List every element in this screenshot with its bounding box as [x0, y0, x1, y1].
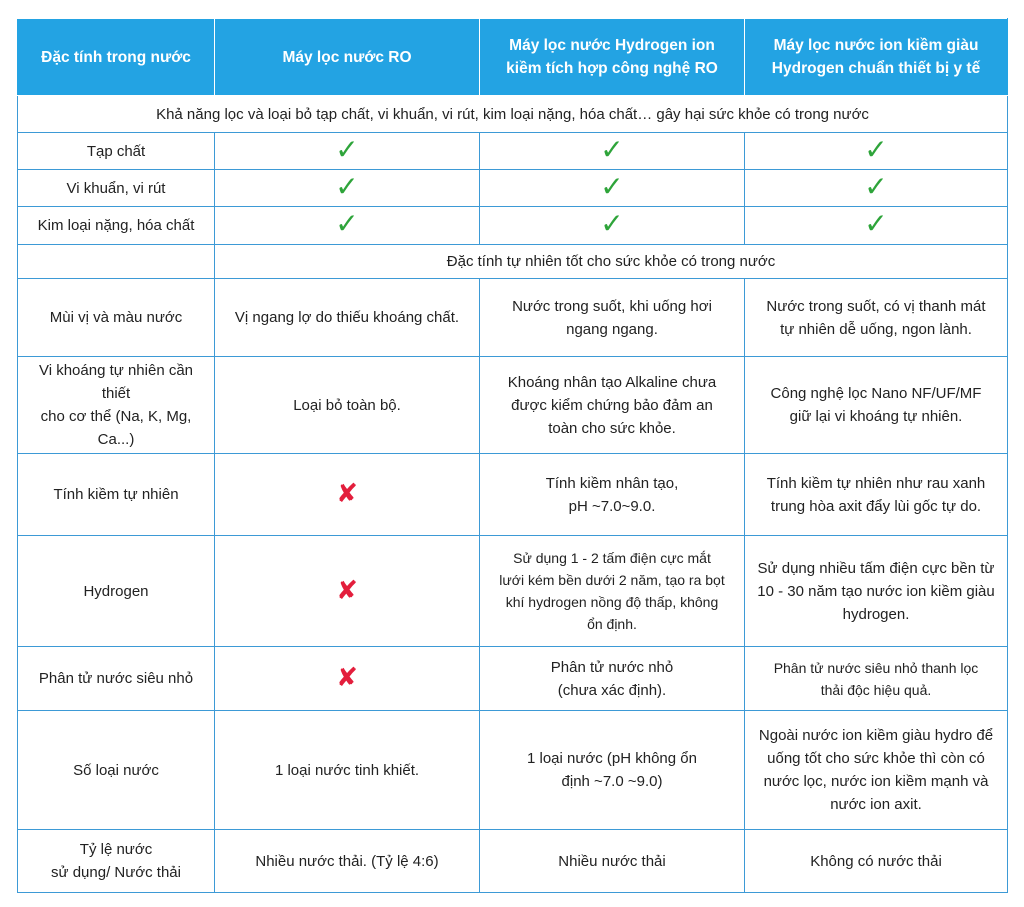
table-row: [18, 711, 1008, 830]
row-label: Tỷ lệ nước sử dụng/ Nước thải: [18, 830, 215, 893]
row-label: Vi khoáng tự nhiên cần thiết cho cơ thể (Na, K, Mg, Ca...): [18, 357, 215, 454]
comparison-table: [17, 18, 1008, 893]
section-row-filtering: [18, 96, 1008, 133]
table-row: [18, 647, 1008, 711]
cell-hydrogen-ro: Sử dụng 1 - 2 tấm điện cực mắt lưới kém bền dưới 2 năm, tạo ra bọt khí hydrogen nồng độ thấp, không ổn định.: [480, 536, 745, 647]
cell-medical: Công nghệ lọc Nano NF/UF/MF giữ lại vi khoáng tự nhiên.: [745, 357, 1008, 454]
row-label: Vi khuẩn, vi rút: [18, 170, 215, 207]
cell-medical: Ngoài nước ion kiềm giàu hydro để uống tốt cho sức khỏe thì còn có nước lọc, nước ion kiềm mạnh và nước ion axit.: [745, 711, 1008, 830]
row-label: Mùi vị và màu nước: [18, 279, 215, 357]
cell-hydrogen-ro: Nước trong suốt, khi uống hơi ngang ngang.: [480, 279, 745, 357]
table-row: [18, 454, 1008, 536]
table-row: [18, 133, 1008, 170]
table-row: [18, 357, 1008, 454]
cell-ro: 1 loại nước tinh khiết.: [215, 711, 480, 830]
cell-ro: Nhiều nước thải. (Tỷ lệ 4:6): [215, 830, 480, 893]
header-ro: Máy lọc nước RO: [215, 19, 480, 96]
table-row: [18, 207, 1008, 245]
table-row: [18, 536, 1008, 647]
table-row: [18, 170, 1008, 207]
cell-hydrogen-ro: 1 loại nước (pH không ổn định ~7.0 ~9.0): [480, 711, 745, 830]
cell-hydrogen-ro: Tính kiềm nhân tạo, pH ~7.0~9.0.: [480, 454, 745, 536]
cross-icon: ✘: [215, 536, 480, 647]
check-icon: ✓: [215, 133, 480, 170]
row-label: Kim loại nặng, hóa chất: [18, 207, 215, 245]
check-icon: ✓: [745, 133, 1008, 170]
header-medical: Máy lọc nước ion kiềm giàu Hydrogen chuẩn thiết bị y tế: [745, 19, 1008, 96]
check-icon: ✓: [215, 170, 480, 207]
header-property: Đặc tính trong nước: [18, 19, 215, 96]
section-row-natural: [18, 245, 1008, 279]
cell-ro: Vị ngang lợ do thiếu khoáng chất.: [215, 279, 480, 357]
row-label: Tạp chất: [18, 133, 215, 170]
row-label: Hydrogen: [18, 536, 215, 647]
cell-medical: Phân tử nước siêu nhỏ thanh lọc thải độc hiệu quả.: [745, 647, 1008, 711]
section-title-natural: Đặc tính tự nhiên tốt cho sức khỏe có trong nước: [215, 245, 1008, 279]
cell-hydrogen-ro: Phân tử nước nhỏ (chưa xác định).: [480, 647, 745, 711]
cell-hydrogen-ro: Khoáng nhân tạo Alkaline chưa được kiểm chứng bảo đảm an toàn cho sức khỏe.: [480, 357, 745, 454]
check-icon: ✓: [480, 133, 745, 170]
table-row: [18, 830, 1008, 893]
check-icon: ✓: [480, 207, 745, 245]
header-hydrogen-ro: Máy lọc nước Hydrogen ion kiềm tích hợp công nghệ RO: [480, 19, 745, 96]
table-row: [18, 279, 1008, 357]
check-icon: ✓: [215, 207, 480, 245]
section-title-filtering: Khả năng lọc và loại bỏ tạp chất, vi khuẩn, vi rút, kim loại nặng, hóa chất… gây hại sức khỏe có trong nước: [18, 96, 1008, 133]
cell-ro: Loại bỏ toàn bộ.: [215, 357, 480, 454]
row-label: Tính kiềm tự nhiên: [18, 454, 215, 536]
check-icon: ✓: [480, 170, 745, 207]
cell-medical: Tính kiềm tự nhiên như rau xanh trung hòa axit đẩy lùi gốc tự do.: [745, 454, 1008, 536]
cell-medical: Nước trong suốt, có vị thanh mát tự nhiên dễ uống, ngon lành.: [745, 279, 1008, 357]
row-label: Số loại nước: [18, 711, 215, 830]
cell-medical: Không có nước thải: [745, 830, 1008, 893]
row-label: Phân tử nước siêu nhỏ: [18, 647, 215, 711]
empty-cell: [18, 245, 215, 279]
cell-hydrogen-ro: Nhiều nước thải: [480, 830, 745, 893]
header-row: [18, 19, 1008, 96]
check-icon: ✓: [745, 207, 1008, 245]
check-icon: ✓: [745, 170, 1008, 207]
cell-medical: Sử dụng nhiều tấm điện cực bền từ 10 - 30 năm tạo nước ion kiềm giàu hydrogen.: [745, 536, 1008, 647]
cross-icon: ✘: [215, 647, 480, 711]
cross-icon: ✘: [215, 454, 480, 536]
